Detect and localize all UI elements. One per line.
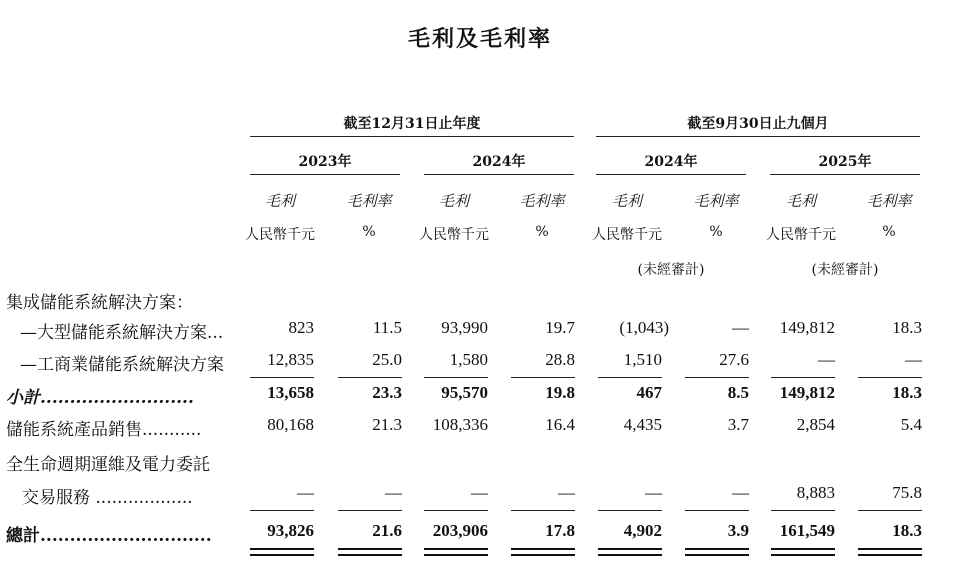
subtotal-rule [598,377,662,378]
table-cell: 3.9 [727,521,749,540]
unaudited-note: (未經審計) [637,262,705,278]
total-double-rule [685,548,749,556]
subtotal-rule [771,377,835,378]
total-rule [250,510,314,511]
column-header-margin: 毛利率 [346,192,392,210]
total-rule [598,510,662,511]
year-rule [250,174,400,175]
table-cell: — [471,483,488,502]
table-cell: 25.0 [372,350,402,369]
row-label-commercial-industrial: —工商業儲能系統解決方案 [20,355,224,375]
unit-rmb-thousand: 人民幣千元 [766,227,836,243]
group-rule-fiscal-year [250,136,574,137]
row-label-large-scale: —大型儲能系統解決方案... [20,323,224,343]
table-cell: 95,570 [441,383,488,402]
table-cell: 1,510 [623,350,662,369]
table-cell: 18.3 [892,383,922,402]
table-cell: 467 [636,383,662,402]
total-double-rule [250,548,314,556]
total-double-rule [771,548,835,556]
column-header-profit: 毛利 [611,192,642,210]
column-header-profit: 毛利 [264,192,295,210]
table-cell: 11.5 [372,318,402,337]
table-cell: — [297,483,314,502]
table-cell: — [732,483,749,502]
total-rule [685,510,749,511]
row-label-total: 總計............................. [6,526,212,546]
total-rule [338,510,402,511]
unit-rmb-thousand: 人民幣千元 [245,227,315,243]
table-cell: 21.3 [372,415,402,434]
table-cell: 149,812 [779,318,835,337]
year-rule [770,174,920,175]
page-title: 毛利及毛利率 [407,26,552,52]
unit-rmb-thousand: 人民幣千元 [592,227,662,243]
table-cell: (1,043) [619,318,669,337]
table-cell: 2,854 [796,415,835,434]
table-cell: — [645,483,662,502]
unit-percent: % [535,224,549,240]
column-header-margin: 毛利率 [519,192,565,210]
table-cell: 8.5 [727,383,749,402]
table-cell: 18.3 [892,521,922,540]
total-rule [771,510,835,511]
table-cell: 16.4 [545,415,575,434]
unit-percent: % [882,224,896,240]
total-double-rule [598,548,662,556]
group-rule-nine-months [596,136,920,137]
total-double-rule [511,548,575,556]
unit-percent: % [362,224,376,240]
table-cell: 27.6 [719,350,749,369]
row-label-integrated-solutions: 集成儲能系統解決方案： [6,293,193,313]
total-double-rule [424,548,488,556]
unit-percent: % [709,224,723,240]
table-cell: 4,902 [623,521,662,540]
subtotal-rule [338,377,402,378]
table-cell: 3.7 [727,415,749,434]
table-cell: 149,812 [779,383,835,402]
table-cell: 13,658 [267,383,314,402]
table-cell: 161,549 [779,521,835,540]
row-label-trading-services: 交易服務 .................. [22,488,193,508]
table-cell: 17.8 [545,521,575,540]
table-cell: 18.3 [892,318,922,337]
column-header-profit: 毛利 [785,192,816,210]
table-cell: 1,580 [449,350,488,369]
table-cell: 4,435 [623,415,662,434]
subtotal-rule [685,377,749,378]
table-cell: — [732,318,749,337]
subtotal-rule [511,377,575,378]
total-rule [424,510,488,511]
year-header: 2024年 [472,154,526,170]
table-cell: — [905,350,922,369]
column-header-margin: 毛利率 [693,192,739,210]
total-double-rule [858,548,922,556]
table-cell: — [558,483,575,502]
table-cell: — [818,350,835,369]
total-rule [511,510,575,511]
subtotal-rule [250,377,314,378]
row-label-product-sales: 儲能系統產品銷售........... [6,420,202,440]
table-cell: 75.8 [892,483,922,502]
total-rule [858,510,922,511]
table-cell: 19.7 [545,318,575,337]
table-cell: 108,336 [432,415,488,434]
subtotal-rule [858,377,922,378]
table-cell: 823 [288,318,314,337]
table-cell: 21.6 [372,521,402,540]
column-header-margin: 毛利率 [866,192,912,210]
table-cell: 5.4 [900,415,922,434]
table-cell: — [385,483,402,502]
table-cell: 19.8 [545,383,575,402]
table-cell: 12,835 [267,350,314,369]
table-cell: 93,826 [267,521,314,540]
subtotal-rule [424,377,488,378]
year-rule [596,174,746,175]
unit-rmb-thousand: 人民幣千元 [419,227,489,243]
table-cell: 80,168 [267,415,314,434]
year-header: 2025年 [818,154,872,170]
row-label-lifecycle-services: 全生命週期運維及電力委託 [6,455,210,475]
total-double-rule [338,548,402,556]
column-header-profit: 毛利 [438,192,469,210]
group-header-fiscal-year: 截至12月31日止年度 [343,116,481,132]
unaudited-note: (未經審計) [811,262,879,278]
table-cell: 8,883 [796,483,835,502]
year-header: 2023年 [298,154,352,170]
table-cell: 93,990 [441,318,488,337]
group-header-nine-months: 截至9月30日止九個月 [687,116,829,132]
table-cell: 28.8 [545,350,575,369]
table-cell: 203,906 [432,521,488,540]
table-cell: 23.3 [372,383,402,402]
row-label-subtotal: 小計.......................... [6,388,194,408]
year-header: 2024年 [644,154,698,170]
year-rule [424,174,574,175]
